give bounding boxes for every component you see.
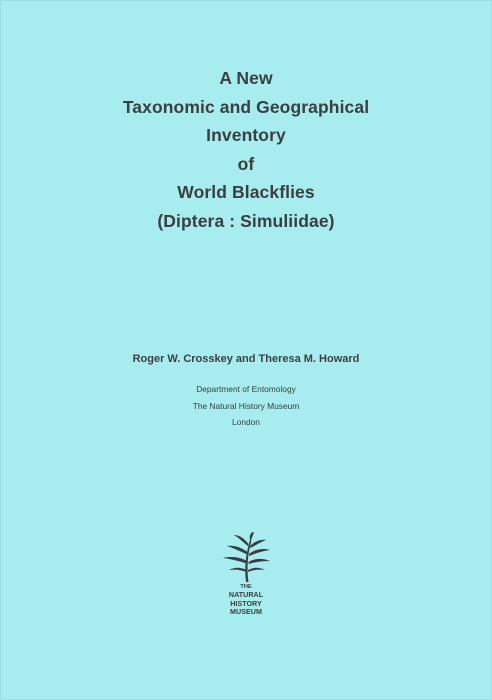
title-line-6: (Diptera : Simuliidae) <box>157 210 335 231</box>
affiliation <box>0 381 492 431</box>
logo-line-natural: NATURAL <box>228 590 264 599</box>
fern-tree-icon <box>210 532 282 584</box>
title-line-3: Inventory <box>206 125 286 146</box>
logo-line-the: THE <box>240 584 252 590</box>
affiliation-city: London <box>232 417 260 427</box>
affiliation-department: Department of Entomology <box>196 384 296 394</box>
title-line-1: A New <box>219 68 273 88</box>
title-line-4: of <box>237 153 255 174</box>
logo-line-museum: MUSEUM <box>230 607 262 617</box>
logo-wordmark <box>196 584 296 617</box>
authors: Roger W. Crosskey and Theresa M. Howard <box>132 353 360 365</box>
title-line-2: Taxonomic and Geographical <box>122 96 370 117</box>
title-line-5: World Blackflies <box>177 182 315 203</box>
affiliation-institution: The Natural History Museum <box>192 400 300 411</box>
logo-line-history: HISTORY <box>230 598 262 608</box>
book-title <box>0 64 492 236</box>
museum-logo <box>196 532 296 624</box>
